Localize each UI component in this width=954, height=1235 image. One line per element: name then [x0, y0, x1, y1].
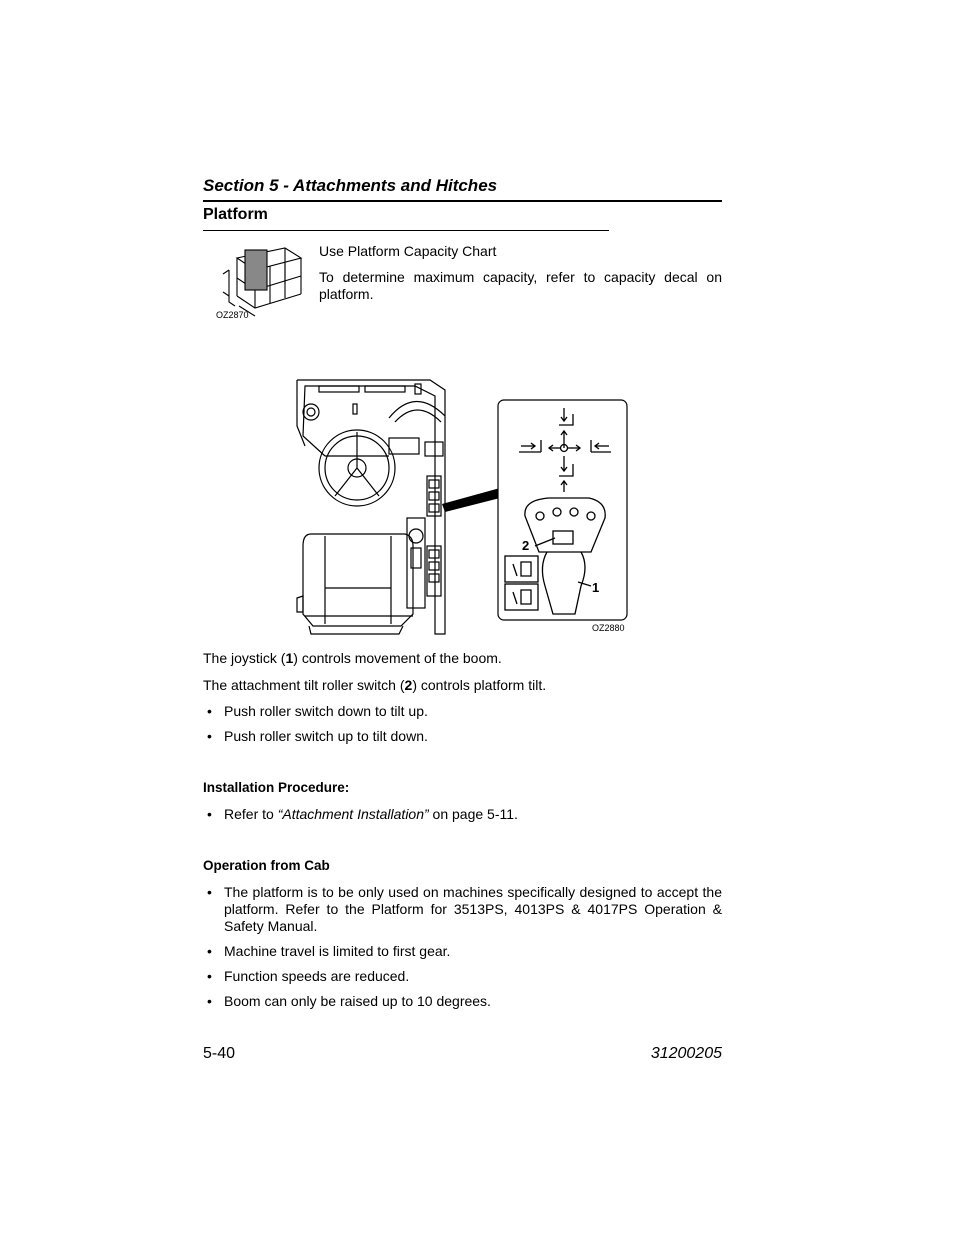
section-rule: [203, 200, 722, 202]
list-item: • Boom can only be raised up to 10 degrees.: [207, 993, 491, 1009]
joystick-paragraph: The joystick (1) controls movement of the boom.: [203, 650, 502, 666]
intro-line-1: Use Platform Capacity Chart: [319, 243, 497, 259]
list-item: • Push roller switch up to tilt down.: [207, 728, 428, 744]
attachment-installation-link[interactable]: “Attachment Installation”: [277, 806, 429, 822]
list-item: • The platform is to be only used on machines specifically designed to accept the platform. Refer to the Platform for 3513PS, 4013PS & 4017PS Operation & Safety Manual.: [207, 884, 722, 934]
subsection-rule: [203, 230, 609, 231]
figure-code: OZ2880: [592, 623, 625, 633]
document-number: 31200205: [650, 1045, 722, 1062]
operation-heading: Operation from Cab: [203, 858, 330, 873]
cab-controls-figure: [295, 376, 640, 638]
platform-basket-icon: [215, 240, 305, 320]
list-item: • Function speeds are reduced.: [207, 968, 410, 984]
subsection-title: Platform: [203, 206, 268, 223]
list-item: • Machine travel is limited to first gear.: [207, 943, 451, 959]
callout-2: 2: [522, 538, 530, 553]
callout-1: 1: [592, 580, 600, 595]
page-number: 5-40: [203, 1045, 236, 1062]
icon-code: OZ2870: [216, 310, 249, 320]
intro-line-2: To determine maximum capacity, refer to capacity decal on platform.: [319, 269, 722, 302]
list-item: • Push roller switch down to tilt up.: [207, 703, 428, 719]
installation-heading: Installation Procedure:: [203, 780, 350, 795]
tilt-paragraph: The attachment tilt roller switch (2) controls platform tilt.: [203, 677, 547, 693]
list-item: • Refer to “Attachment Installation” on page 5-11.: [207, 806, 518, 822]
section-title: Section 5 - Attachments and Hitches: [203, 176, 498, 195]
